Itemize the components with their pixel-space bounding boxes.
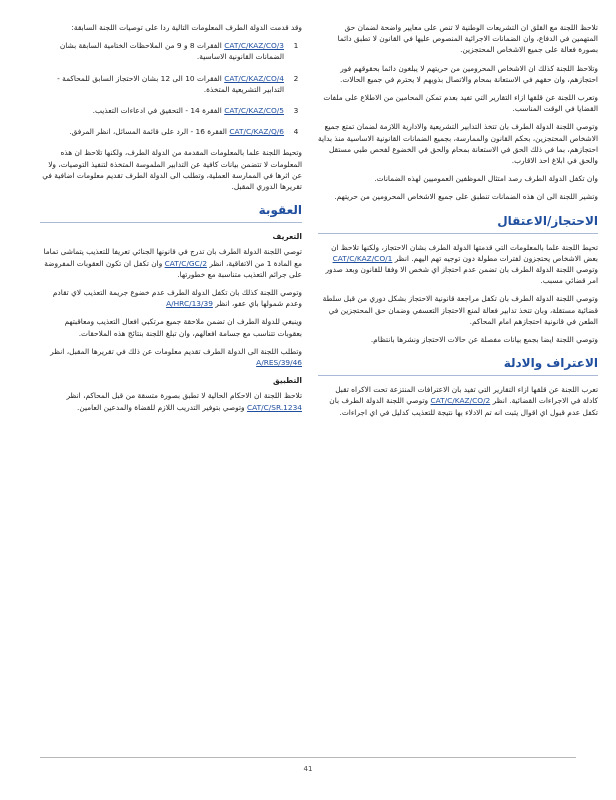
list-item-text: الفقرات 10 الى 12 بشان الاحتجاز السابق للمحاكمة - التدابير التشريعية المتخذة. <box>57 73 284 94</box>
paragraph: وتشير اللجنة الى ان هذه الضمانات تنطبق على جميع الاشخاص المحرومين من حريتهم. <box>334 192 598 202</box>
list-item-body <box>40 40 284 62</box>
paragraph-text: تعرب اللجنة عن قلقها ازاء التقارير التي تفيد بان الاعترافات المنتزعة تحت الاكراه تقبل كادلة في الاجراءات القضائية. انظر <box>335 385 598 406</box>
paragraph <box>40 346 302 368</box>
paragraph-text: وان تكفل ان تكون العقوبات المفروضة على جرائم التعذيب متناسبة مع خطورتها. <box>44 258 302 279</box>
paragraph: وتعرب اللجنة عن قلقها ازاء التقارير التي تفيد بعدم تمكن المحامين من الاطلاع على ملفات القضايا في الوقت المناسب. <box>323 93 598 114</box>
list-item-body <box>40 126 284 137</box>
paragraph: وقد قدمت الدولة الطرف المعلومات التالية ردا على توصيات اللجنة السابقة: <box>71 23 302 32</box>
paragraph-text: وتوصي اللجنة كذلك بان تكفل الدولة الطرف عدم خضوع جريمة التعذيب لاي تقادم وعدم شمولها باي عفو، انظر <box>52 288 302 309</box>
paragraph <box>318 384 598 418</box>
list-number: 3 <box>293 106 299 116</box>
document-link[interactable]: CAT/C/SR.1234 <box>246 402 302 412</box>
paragraph-text: وتوصي اللجنة الدولة الطرف بان تكفل عدم قبول اي اقوال يثبت انه تم الادلاء بها نتيجة للتعذيب كدليل في اي اجراءات. <box>329 396 598 417</box>
document-link[interactable]: CAT/C/KAZ/CO/5 <box>224 106 284 116</box>
paragraph: وان تكفل الدولة الطرف رصد امتثال الموظفين العموميين لهذه الضمانات. <box>374 174 598 184</box>
paragraph <box>318 242 598 287</box>
list-item-text: الفقرة 14 - التحقيق في ادعاءات التعذيب. <box>92 106 222 116</box>
left-column <box>40 22 302 420</box>
paragraph <box>40 390 302 412</box>
section-heading: الاعتراف والادلة <box>318 355 598 376</box>
list-item <box>40 105 302 116</box>
paragraph: وينبغي للدولة الطرف ان تضمن ملاحقة جميع مرتكبي افعال التعذيب ومعاقبتهم بعقوبات تتناسب مع جسامة افعالهم، وان تبلغ اللجنة بنتائج هذه الملاحقات. <box>64 317 302 338</box>
section-heading: العقوبة <box>40 202 302 223</box>
paragraph-text: وتوصي بتوفير التدريب اللازم للقضاة والمدعين العامين. <box>76 402 245 412</box>
document-link[interactable]: CAT/C/KAZ/CO/3 <box>224 41 284 51</box>
list-number: 2 <box>293 73 299 83</box>
list-number: 4 <box>293 127 299 137</box>
paragraph <box>40 246 302 280</box>
subsection-heading: التطبيق <box>273 376 302 386</box>
document-link[interactable]: CAT/C/KAZ/CO/2 <box>430 396 491 406</box>
list-item-body <box>40 73 284 95</box>
list-item-text: الفقرات 8 و 9 من الملاحظات الختامية السابقة بشان الضمانات القانونية الاساسية. <box>59 41 284 62</box>
list-item <box>40 73 302 95</box>
paragraph-text: وتوصي اللجنة الدولة الطرف بان تضمن عدم احتجاز اي شخص الا وفقا للقانون وبعد صدور امر قضائي مسبب. <box>325 265 598 286</box>
paragraph: وتوصي اللجنة الدولة الطرف بان تتخذ التدابير التشريعية والادارية اللازمة لضمان تمتع جميع الاشخاص المحتجزين، بحكم القانون والممارسة، بجميع الضمانات القانونية الاساسية منذ بداية احتجازهم، بما في ذلك الحق في الاستعانة بمحام والحق في الخضوع لفحص طبي مستقل والحق في ابلاغ احد الاقارب. <box>318 122 598 166</box>
paragraph <box>40 287 302 309</box>
page-number: 41 <box>303 765 313 773</box>
list-item <box>40 40 302 62</box>
document-link[interactable]: A/HRC/13/39 <box>166 299 213 309</box>
list-item-body <box>40 105 284 116</box>
document-link[interactable]: CAT/C/KAZ/CO/1 <box>332 253 393 263</box>
section-heading: الاحتجاز/الاعتقال <box>318 213 598 234</box>
document-link[interactable]: CAT/C/GC/2 <box>164 258 208 268</box>
list-item <box>40 126 302 137</box>
paragraph-text: توصي اللجنة الدولة الطرف بان تدرج في قانونها الجنائي تعريفا للتعذيب يتماشى تماما مع المادة 1 من الاتفاقية، انظر <box>43 247 302 268</box>
list-number: 1 <box>293 41 299 51</box>
paragraph-text: وتطلب اللجنة الى الدولة الطرف تقديم معلومات عن ذلك في تقريرها المقبل، انظر <box>50 346 302 356</box>
document-link[interactable]: A/RES/39/46 <box>256 358 302 368</box>
paragraph: تلاحظ اللجنة مع القلق ان التشريعات الوطنية لا تنص على معايير واضحة لضمان حق المتهمين في الدفاع، وان الضمانات الاجرائية المنصوص عليها في القانون لا تطبق دائما بصورة فعالة على جميع الاشخاص المحتجزين. <box>337 23 598 55</box>
paragraph: وتوصي اللجنة الدولة الطرف بان تكفل مراجعة قانونية الاحتجاز بشكل دوري من قبل سلطة قضائية مستقلة، وبان تتخذ تدابير فعالة لمنع الاحتجاز التعسفي وضمان حق المحتجزين في الطعن في قانونية احتجازهم امام المحاكم. <box>322 294 598 326</box>
list-item-text: الفقرة 16 - الرد على قائمة المسائل، انظر المرفق. <box>69 127 227 137</box>
document-link[interactable]: CAT/C/KAZ/Q/6 <box>229 127 284 137</box>
paragraph-text: تحيط اللجنة علما بالمعلومات التي قدمتها الدولة الطرف بشان الاحتجاز، ولكنها تلاحظ ان بعض الاشخاص يحتجزون لفترات مطولة دون توجيه تهم اليهم. انظر <box>331 242 598 263</box>
reference-list <box>40 40 302 137</box>
paragraph: وتوصي اللجنة ايضا بجمع بيانات مفصلة عن حالات الاحتجاز ونشرها بانتظام. <box>370 335 598 345</box>
right-column <box>318 22 598 425</box>
paragraph: وتلاحظ اللجنة كذلك ان الاشخاص المحرومين من حريتهم لا يبلغون دائما بحقوقهم فور احتجازهم، وان حقهم في الاستعانة بمحام والاتصال بذويهم لا يحترم في جميع الحالات. <box>340 63 598 84</box>
paragraph-text: تلاحظ اللجنة ان الاحكام الحالية لا تطبق بصورة متسقة من قبل المحاكم، انظر <box>66 391 302 401</box>
subsection-heading: التعريف <box>272 232 302 242</box>
document-link[interactable]: CAT/C/KAZ/CO/4 <box>224 73 284 83</box>
paragraph: وتحيط اللجنة علما بالمعلومات المقدمة من الدولة الطرف، ولكنها تلاحظ ان هذه المعلومات لا تتضمن بيانات كافية عن التدابير الملموسة المتخذة لتنفيذ التوصيات، ولا عن اثرها في الممارسة العملية، وتطلب الى الدولة الطرف تقديم معلومات اضافية في تقريرها الدوري المقبل. <box>42 148 302 192</box>
footer-divider <box>40 757 576 758</box>
